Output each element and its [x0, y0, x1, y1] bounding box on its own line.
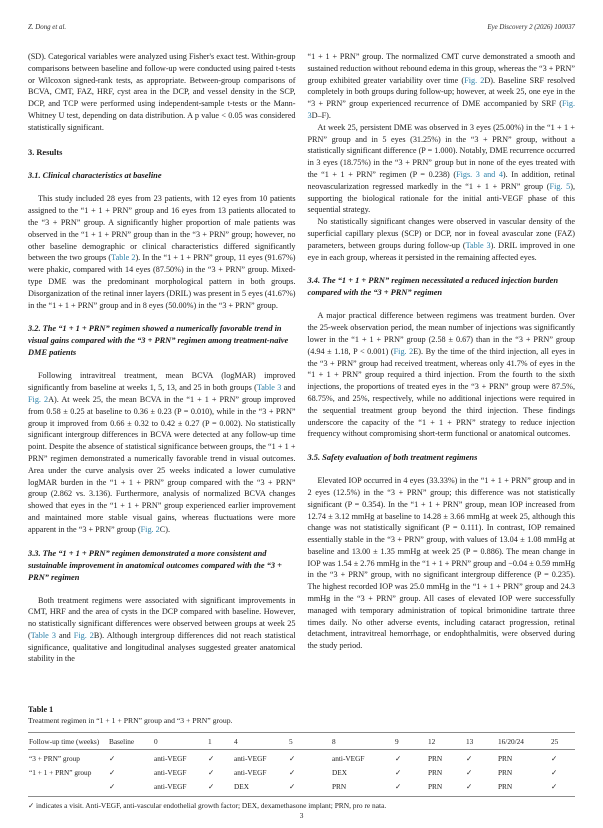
citation-link[interactable]: Fig. 2	[140, 524, 160, 534]
table-header-cell: 12	[427, 733, 465, 750]
table-row	[28, 750, 575, 766]
table-cell: ✓	[466, 768, 473, 777]
citation-link[interactable]: Fig. 2	[28, 394, 49, 404]
section-3-4-paragraph: A major practical difference between regimens was treatment burden. Over the 25-week observation period, the mean number of injections was significantly lower in the “1 + 1 + PRN” group (2.58 ± 0.67) than in the “3 + PRN” group (4.94 ± 1.18, P < 0.001) (Fig. 2E). By the time of the third injection, all eyes in the “3 + PRN” group had received treatment, whereas only 41.7% of eyes in the “1 + 1 + PRN” group required a third injection. From the fourth to the sixth injections, the proportions of treated eyes in the “3 + PRN” group were 87.5%, 68.75%, and 25%, respectively, while no additional injections were required in the sequential treatment group beyond the third injection. These findings underscore the capacity of the “1 + 1 + PRN” strategy to reduce injection frequency without compromising short-term functional or anatomical outcomes.	[307, 311, 575, 439]
table-cell: ✓	[395, 754, 402, 763]
table-header-cell: 16/20/24	[497, 733, 550, 750]
table-cell: ✓	[289, 782, 296, 791]
table-cell: ✓	[289, 768, 296, 777]
table-cell: ✓	[551, 768, 558, 777]
table-1-label: Table 1	[28, 705, 54, 714]
table-cell: ✓	[109, 782, 116, 791]
table-cell: ✓	[551, 754, 558, 763]
table-header-cell: 1	[207, 733, 233, 750]
table-header-cell: 4	[233, 733, 288, 750]
table-cell: ✓	[208, 782, 215, 791]
section-heading-3-1: 3.1. Clinical characteristics at baseline	[28, 171, 162, 181]
table-cell: “3 + PRN” group	[29, 754, 80, 763]
table-cell: PRN	[498, 782, 513, 791]
section-3-5-paragraph: Elevated IOP occurred in 4 eyes (33.33%) in the “1 + 1 + PRN” group and in 2 eyes (12.5%) in the “3 + PRN” group; this difference was not statistically significant (P = 0.354). In the “1 + 1 + PRN” group, mean IOP increased from 12.74 ± 3.12 mmHg at baseline to 14.28 ± 3.66 mmHg at week 25, although this change was not statistically significant (P = 0.111). In contrast, IOP remained essentially stable in the “3 + PRN” group, with values of 13.04 ± 1.08 mmHg at baseline and 13.00 ± 1.35 mmHg at week 25 (P = 0.886). The mean change in IOP was 1.54 ± 2.76 mmHg in the “1 + 1 + PRN” group and −0.04 ± 0.59 mmHg in the “3 + PRN” group, with no significant intergroup difference (P = 0.235). The highest recorded IOP was 25.0 mmHg in the “1 + 1 + PRN” group and 24.3 mmHg in the “3 + PRN” group. All cases of elevated IOP were successfully managed with temporary administration of topical brimonidine tartrate three times daily. No other adverse events, including cataract progression, retinal detachment, intravitreal hemorrhage, or endophthalmitis, were observed during the study period.	[307, 476, 575, 651]
table-cell: anti-VEGF	[154, 768, 187, 777]
table-cell: PRN	[498, 754, 513, 763]
table-cell: anti-VEGF	[154, 782, 187, 791]
table-header-cell: 13	[465, 733, 497, 750]
section-heading-results: 3. Results	[28, 147, 63, 157]
table-cell	[28, 780, 108, 797]
section-heading-3-3: 3.3. The “1 + 1 + PRN” regimen demonstrated a more consistent and sustainable improvement in anatomical outcomes compared with the “3 + PRN” regimen	[28, 548, 282, 582]
table-header-cell: 25	[550, 733, 575, 750]
section-3-1-paragraph: This study included 28 eyes from 23 patients, with 12 eyes from 10 patients assigned to the “1 + 1 + PRN” group and 16 eyes from 13 patients allocated to the “3 + PRN” group. A significantly higher proportion of male patients was observed in the “1 + 1 + PRN” group than in the “3 + PRN” group; however, no other baseline demographic or clinical characteristics differed significantly between the two groups (Table 2). In the “1 + 1 + PRN” group, 11 eyes (91.67%) were phakic, compared with 14 eyes (87.50%) in the “3 + PRN” group. Mixed-type DME was the predominant morphological pattern in both groups. Disorganization of the retinal inner layers (DRIL) was present in 5 eyes (41.67%) in the “1 + 1 + PRN” group and in 8 eyes (50.00%) in the “3 + PRN” group.	[28, 194, 296, 310]
table-cell: PRN	[332, 782, 347, 791]
section-heading-3-2: 3.2. The “1 + 1 + PRN” regimen showed a numerically favorable trend in visual gains compared with the “3 + PRN” regimen among treatment-naïve DME patients	[28, 324, 289, 358]
table-cell: ✓	[551, 782, 558, 791]
table-cell: ✓	[109, 768, 116, 777]
section-3-3-continued-paragraph: “1 + 1 + PRN” group. The normalized CMT curve demonstrated a smooth and sustained reduction without rebound edema in this group, whereas the “3 + PRN” group exhibited greater variability over time (Fig. 2D). Baseline SRF resolved completely in both groups during follow-up; however, at week 25, one eye in the “3 + PRN” group experienced recurrence of DME accompanied by SRF (Fig. 3D–F).	[307, 52, 575, 120]
table-header-cell: Baseline	[108, 733, 153, 750]
table-cell: anti-VEGF	[234, 768, 267, 777]
table-cell: PRN	[498, 768, 513, 777]
citation-link[interactable]: Fig. 2	[393, 346, 414, 356]
table-header-cell: 0	[153, 733, 207, 750]
citation-link[interactable]: Table 2	[111, 253, 136, 263]
section-heading-3-5: 3.5. Safety evaluation of both treatment regimens	[307, 453, 478, 463]
running-head-journal: Eye Discovery 2 (2026) 100037	[487, 24, 575, 31]
page-number: 3	[299, 811, 304, 820]
section-3-3-paragraph-3: No statistically significant changes were observed in vascular density of the superficial capillary plexus (SCP) or DCP, nor in foveal avascular zone (FAZ) parameters, between groups during follow-up (Table 3). DRIL improved in one eye in each group, whereas it persisted in the remaining affected eyes.	[307, 217, 576, 262]
citation-link[interactable]: Figs. 3 and 4	[456, 169, 503, 179]
methods-continued-paragraph: (SD). Categorical variables were analyzed using Fisher's exact test. Within-group comparisons between baseline and follow-up were conducted using paired t-tests or Wilcoxon signed-rank tests, as appropriate. Between-group comparisons of BCVA, CMT, FAZ, HRF, cyst area in the DCP, and vessel density in the SCP, DCP, and TCP were performed using independent-sample t-tests or the Mann-Whitney U test, depending on data distribution. A p value < 0.05 was considered statistically significant.	[28, 52, 296, 132]
table-header-cell: 8	[331, 733, 394, 750]
table-cell: PRN	[428, 782, 443, 791]
table-header-cell: Follow-up time (weeks)	[28, 733, 108, 750]
section-3-3-paragraph: Both treatment regimens were associated with significant improvements in CMT, HRF and the area of cysts in the DCP compared with baseline. However, no statistically significant differences were observed between groups at week 25 (Table 3 and Fig. 2B). Although intergroup differences did not reach statistical significance, qualitative and longitudinal analyses suggested greater anatomical stability in the	[28, 595, 296, 664]
left-column	[28, 51, 296, 665]
table-1-section	[28, 705, 575, 810]
table-cell: ✓	[395, 768, 402, 777]
table-cell: ✓	[466, 782, 473, 791]
table-row	[28, 780, 575, 797]
running-head	[28, 24, 575, 31]
table-header-cell: 9	[394, 733, 427, 750]
table-cell: ✓	[395, 782, 402, 791]
treatment-regimen-table	[28, 732, 575, 797]
table-cell: ✓	[466, 754, 473, 763]
table-cell: DEX	[332, 768, 347, 777]
citation-link[interactable]: Table 3	[465, 240, 491, 250]
table-cell: ✓	[208, 754, 215, 763]
table-1-caption: Treatment regimen in “1 + 1 + PRN” group and “3 + PRN” group.	[28, 716, 233, 725]
table-header-row	[28, 733, 575, 750]
table-cell: ✓	[109, 754, 116, 763]
article-body	[28, 51, 575, 691]
citation-link[interactable]: Fig. 3	[307, 99, 575, 120]
table-cell: ✓	[208, 768, 215, 777]
table-cell: “1 + 1 + PRN” group	[29, 768, 92, 777]
table-1-footnote: ✓ indicates a visit. Anti-VEGF, anti-vascular endothelial growth factor; DEX, dexamethasone implant; PRN, pro re nata.	[28, 801, 387, 810]
citation-link[interactable]: Fig. 2	[464, 75, 485, 85]
table-cell: PRN	[428, 768, 443, 777]
table-row	[28, 766, 575, 780]
citation-link[interactable]: Fig. 5	[549, 181, 571, 191]
section-3-3-paragraph-2: At week 25, persistent DME was observed in 3 eyes (25.00%) in the “1 + 1 + PRN” group and in 5 eyes (31.25%) in the “3 + PRN” group, without a statistically significant difference (P = 1.000). Notably, DME recurrence occurred in 3 eyes (18.75%) in the “3 + PRN” group but in none of the eyes treated with the “1 + 1 + PRN” regimen (P = 0.238) (Figs. 3 and 4). In addition, retinal neovascularization regressed markedly in the “1 + 1 + PRN” group (Fig. 5), supporting the biological rationale for the initial anti-VEGF phase of this sequential strategy.	[307, 122, 575, 215]
running-head-author: Z. Dong et al.	[28, 24, 67, 31]
table-cell: anti-VEGF	[154, 754, 187, 763]
citation-link[interactable]: Table 3	[256, 383, 282, 393]
table-cell: ✓	[289, 754, 296, 763]
citation-link[interactable]: Table 3	[30, 630, 56, 640]
right-column	[308, 51, 576, 652]
section-heading-3-4: 3.4. The “1 + 1 + PRN” regimen necessitated a reduced injection burden compared with the “3 + PRN” regimen	[307, 276, 559, 298]
table-cell: anti-VEGF	[234, 754, 267, 763]
table-cell: anti-VEGF	[332, 754, 365, 763]
table-header-cell: 5	[288, 733, 331, 750]
table-cell: PRN	[428, 754, 443, 763]
section-3-2-paragraph: Following intravitreal treatment, mean BCVA (logMAR) improved significantly from baseline at weeks 1, 5, 13, and 25 in both groups (Table 3 and Fig. 2A). At week 25, the mean BCVA in the “1 + 1 + PRN” group improved from 0.58 ± 0.25 at baseline to 0.36 ± 0.23 (P = 0.010), while in the “3 + PRN” group it improved from 0.66 ± 0.32 to 0.42 ± 0.27 (P = 0.002). No statistically significant intergroup differences in BCVA were detected at any follow-up time point. Despite the absence of statistical significance between groups, the “1 + 1 + PRN” regimen demonstrated a numerically favorable trend in visual outcomes. Area under the curve analysis over 25 weeks indicated a lower cumulative logMAR burden in the “1 + 1 + PRN” group compared with the “3 + PRN” group (2.862 vs. 3.136). Furthermore, analysis of normalized BCVA changes showed that eyes in the “1 + 1 + PRN” group experienced earlier improvement and maintained more stable visual gains, whereas fluctuations were more apparent in the “3 + PRN” group (Fig. 2C).	[28, 371, 296, 534]
table-cell: DEX	[234, 782, 249, 791]
citation-link[interactable]: Fig. 2	[73, 630, 94, 640]
